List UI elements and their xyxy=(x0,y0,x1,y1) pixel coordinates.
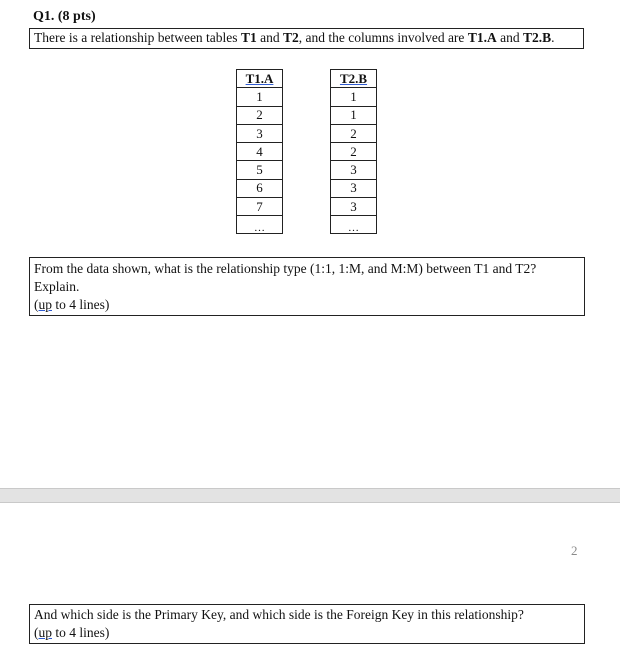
table-t2-header: T2.B xyxy=(331,70,377,88)
intro-text: There is a relationship between tables xyxy=(34,30,241,45)
page-separator xyxy=(0,488,620,503)
note-open: ( xyxy=(34,297,39,312)
prompt2-line1: And which side is the Primary Key, and which side is the Foreign Key in this relationship? xyxy=(34,607,524,622)
intro-text: and xyxy=(496,30,523,45)
table-t1-cell: 2 xyxy=(237,106,283,124)
intro-t1: T1 xyxy=(240,30,257,45)
note-rest: to 4 lines) xyxy=(52,297,110,312)
table-t2 xyxy=(330,69,377,234)
table-t1-cell: 5 xyxy=(237,161,283,179)
intro-t2b: T2.B xyxy=(522,30,552,45)
intro-t1a: T1.A xyxy=(467,30,497,45)
table-t1-cell: 6 xyxy=(237,179,283,197)
table-t2-cell: 1 xyxy=(331,106,377,124)
table-t1-cell: 4 xyxy=(237,143,283,161)
table-t2-cell: 2 xyxy=(331,143,377,161)
intro-text: . xyxy=(551,30,555,45)
table-t2-cell: 2 xyxy=(331,124,377,142)
table-t1-header: T1.A xyxy=(237,70,283,88)
intro-t2: T2 xyxy=(282,30,299,45)
intro-text: and xyxy=(256,30,283,45)
table-t1 xyxy=(236,69,283,234)
question-intro-box xyxy=(29,28,584,49)
prompt1-line1: From the data shown, what is the relationship type (1:1, 1:M, and M:M) between T1 and T2? xyxy=(34,261,537,276)
prompt1-note xyxy=(34,296,580,314)
note-underlined: up xyxy=(38,625,52,640)
prompt1-line2: Explain. xyxy=(34,279,80,294)
table-t2-cell: 3 xyxy=(331,161,377,179)
table-t1-cell: 3 xyxy=(237,124,283,142)
table-t1-cell: 1 xyxy=(237,88,283,106)
table-t2-cell: 3 xyxy=(331,198,377,216)
question-heading: Q1. (8 pts) xyxy=(33,9,96,24)
prompt1-box xyxy=(29,257,585,316)
page-number: 2 xyxy=(571,543,578,558)
note-rest: to 4 lines) xyxy=(52,625,110,640)
table-t1-ellipsis: … xyxy=(237,216,283,234)
table-t2-ellipsis: … xyxy=(331,216,377,234)
table-t2-cell: 1 xyxy=(331,88,377,106)
prompt2-note xyxy=(34,624,580,642)
table-t1-cell: 7 xyxy=(237,198,283,216)
table-t2-cell: 3 xyxy=(331,179,377,197)
note-open: ( xyxy=(34,625,39,640)
intro-text: , and the columns involved are xyxy=(298,30,468,45)
prompt2-box xyxy=(29,604,585,644)
note-underlined: up xyxy=(38,297,52,312)
